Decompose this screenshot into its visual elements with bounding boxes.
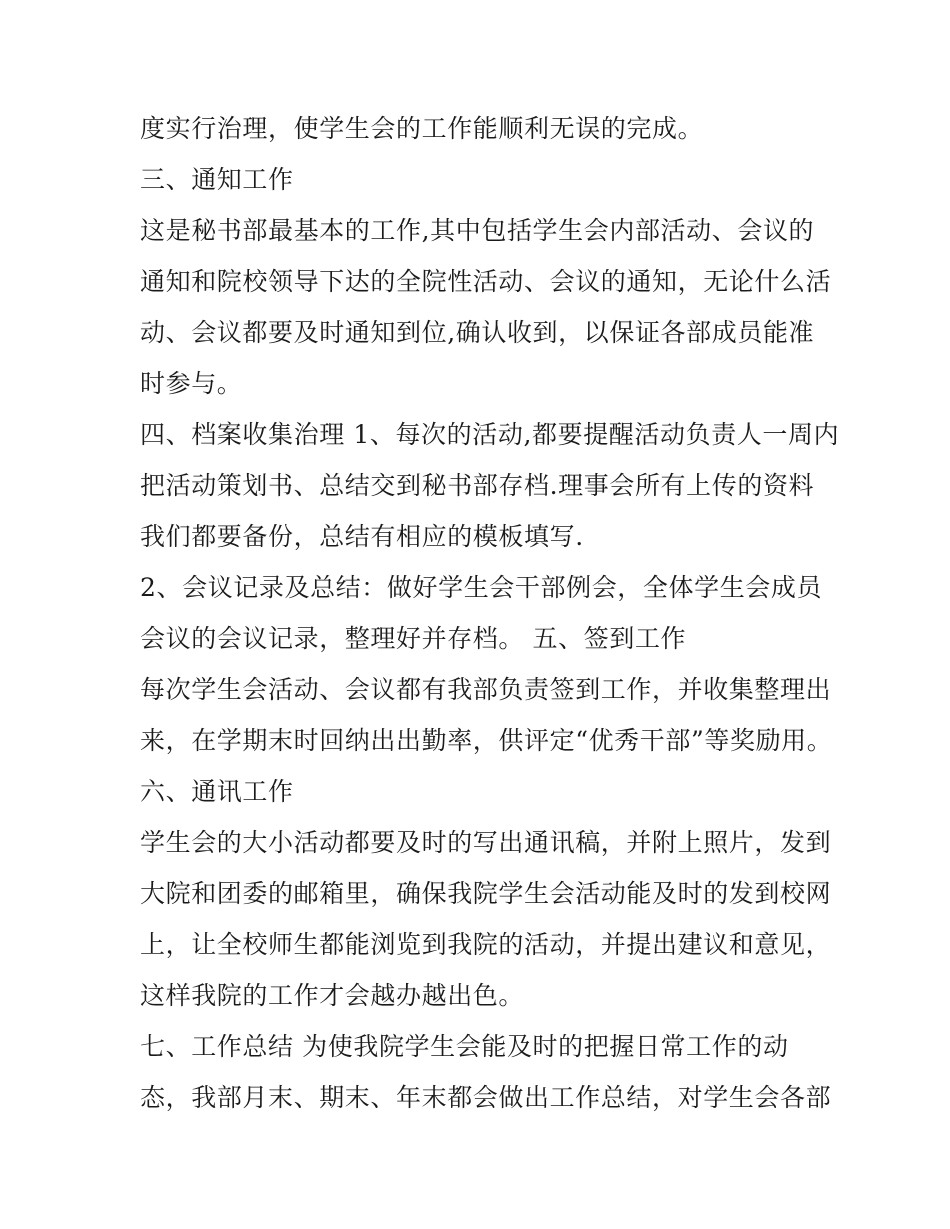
section-heading: 六、通讯工作 <box>140 777 294 806</box>
section-heading: 七、工作总结 为使我院学生会能及时的把握日常工作的动 <box>140 1032 789 1061</box>
section-heading: 四、档案收集治理 1、每次的活动,都要提醒活动负责人一周内 <box>140 420 840 449</box>
text-line: 通知和院校领导下达的全院性活动、会议的通知，无论什么活 <box>140 267 832 296</box>
text-line: 来，在学期末时回纳出出勤率，供评定“优秀干部”等奖励用。 <box>140 726 833 755</box>
text-line: 会议的会议记录，整理好并存档。 五、签到工作 <box>140 624 687 653</box>
text-line: 每次学生会活动、会议都有我部负责签到工作，并收集整理出 <box>140 675 832 704</box>
text-line: 时参与。 <box>140 369 243 398</box>
text-line: 我们都要备份，总结有相应的模板填写. <box>140 522 584 551</box>
text-line: 态，我部月末、期末、年末都会做出工作总结，对学生会各部 <box>140 1083 832 1112</box>
text-line: 大院和团委的邮箱里，确保我院学生会活动能及时的发到校网 <box>140 879 832 908</box>
text-line: 2、会议记录及总结：做好学生会干部例会，全体学生会成员 <box>140 573 823 602</box>
text-line: 这样我院的工作才会越办越出色。 <box>140 981 525 1010</box>
text-line: 度实行治理，使学生会的工作能顺利无误的完成。 <box>140 114 704 143</box>
text-line: 动、会议都要及时通知到位,确认收到，以保证各部成员能准 <box>140 318 815 347</box>
section-heading: 三、通知工作 <box>140 165 294 194</box>
text-line: 学生会的大小活动都要及时的写出通讯稿，并附上照片，发到 <box>140 828 832 857</box>
text-line: 上，让全校师生都能浏览到我院的活动，并提出建议和意见， <box>140 930 832 959</box>
text-line: 这是秘书部最基本的工作,其中包括学生会内部活动、会议的 <box>140 216 815 245</box>
text-line: 把活动策划书、总结交到秘书部存档.理事会所有上传的资料 <box>140 471 815 500</box>
